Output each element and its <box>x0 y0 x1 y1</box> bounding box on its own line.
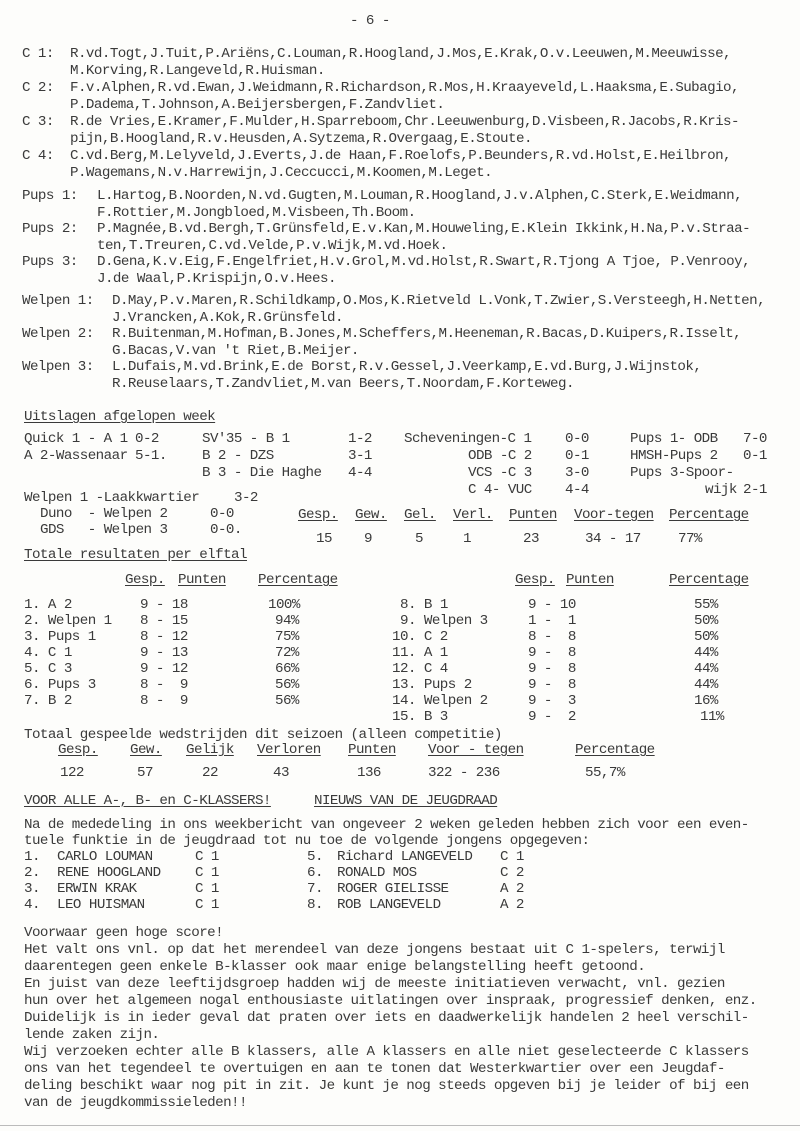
roster-line: P.Magnée,B.vd.Bergh,T.Grünsfeld,E.v.Kan,M.Houweling,E.Klein Ikkink,H.Na,P.v.Straa- <box>97 221 751 237</box>
match-result: Duno - Welpen 2 <box>40 506 168 522</box>
text: 75% <box>275 629 299 645</box>
text: ROGER GIELISSE <box>337 881 449 897</box>
candidate-item <box>24 881 40 897</box>
text: 18 <box>171 597 188 613</box>
cell-value: 23 <box>523 531 539 547</box>
text: 50% <box>694 629 718 645</box>
text-group <box>97 254 800 288</box>
standing-row <box>24 693 72 709</box>
text: 5. <box>24 661 40 677</box>
text: 9 <box>140 645 148 661</box>
col-header: Gesp. <box>298 507 338 523</box>
match-score: 2-1 <box>743 482 767 498</box>
cell-value: 1 <box>463 531 471 547</box>
text: 8. <box>400 597 416 613</box>
text-group: 9 - 8 <box>528 661 576 677</box>
match-score: 7-0 <box>743 431 767 447</box>
col-header: Punten <box>566 572 614 588</box>
text: Voorwaar geen hoge score! <box>24 925 224 941</box>
text: 13. <box>392 677 416 693</box>
text: 50% <box>694 613 718 629</box>
match-result <box>24 448 128 464</box>
text: 136 <box>357 765 381 781</box>
standing-row <box>392 629 448 645</box>
roster-line: R.de Vries,E.Kramer,F.Mulder,H.Sparreboom,Chr.Leeuwenburg,D.Visbeen,R.Jacobs,R.Kris- <box>70 114 739 130</box>
team-label: C 3: <box>22 114 54 130</box>
match-result: HMSH-Pups 2 <box>630 448 718 464</box>
text: A 1 <box>423 645 448 661</box>
text: C 2 <box>500 865 524 881</box>
col-header: Gesp. <box>515 572 555 588</box>
match-result <box>24 431 128 447</box>
team-label: Welpen 2: <box>22 326 94 342</box>
text-group <box>112 326 800 360</box>
text: 8 <box>567 677 576 693</box>
text: 8 <box>140 629 148 645</box>
standing-row <box>392 709 448 725</box>
text: 322 - 236 <box>428 765 500 781</box>
roster-line: D.May,P.v.Maren,R.Schildkamp,O.Mos,K.Rietveld L.Vonk,T.Zwier,S.Versteegh,H.Netten, <box>112 293 766 309</box>
match-result: B 3 - Die Haghe <box>202 465 322 481</box>
text-group: 9 - 8 <box>528 677 576 693</box>
text-group <box>97 221 800 255</box>
match-score: 1-2 <box>348 431 372 447</box>
text: 56% <box>275 677 299 693</box>
cell-value: 77% <box>678 531 702 547</box>
match-result: Welpen 1 -Laakkwartier <box>24 490 200 506</box>
text: 13 <box>171 645 188 661</box>
text: 5. <box>307 849 323 865</box>
season-totals-heading: Totaal gespeelde wedstrijden dit seizoen (alleen competitie) <box>24 727 502 743</box>
standings-heading: Totale resultaten per elftal <box>24 547 247 563</box>
text: Quick 1 - A 1 <box>24 431 128 447</box>
match-result: Scheveningen-C 1 <box>404 431 532 447</box>
match-result: B 2 - DZS <box>202 448 274 464</box>
match-result: ODB -C 2 <box>468 448 532 464</box>
text: 8 <box>567 661 576 677</box>
text: 3 <box>567 693 576 709</box>
text: 3. <box>24 629 40 645</box>
standing-row <box>24 677 96 693</box>
text: 44% <box>694 645 718 661</box>
text: A 2 <box>500 897 524 913</box>
col-header: Verl. <box>453 507 493 523</box>
text-group <box>70 114 800 148</box>
match-score: 0-0 <box>210 506 234 522</box>
standing-row <box>24 645 72 661</box>
match-result: C 4- VUC <box>468 482 532 498</box>
text: Het valt ons vnl. op dat het merendeel van deze jongens bestaat uit C 1-spelers, terwijl <box>24 942 725 958</box>
cell-value: 34 - 17 <box>585 531 641 547</box>
col-header: Voor-tegen <box>574 507 654 523</box>
text: 55% <box>694 597 718 613</box>
text-group <box>70 46 800 80</box>
text: 9 <box>528 709 536 725</box>
col-header: Punten <box>178 572 226 588</box>
text: 15. <box>392 709 416 725</box>
text: 8 <box>567 629 576 645</box>
text: C 3 <box>47 661 72 677</box>
text: 3. <box>24 881 40 897</box>
roster-line: R.Buitenman,M.Hofman,B.Jones,M.Scheffers,M.Heeneman,R.Bacas,D.Kuipers,R.Isselt, <box>112 326 742 342</box>
text: 8 <box>140 693 148 709</box>
text: Wij verzoeken echter alle B klassers, alle A klassers en alle niet geselecteerde C klassers <box>24 1044 749 1060</box>
team-label: C 4: <box>22 148 54 164</box>
text: 11. <box>392 645 416 661</box>
text: 2. <box>24 865 40 881</box>
text: C 2 <box>423 629 448 645</box>
text-group <box>112 293 800 327</box>
roster-line: R.Reuselaars,T.Zandvliet,M.van Beers,T.Noordam,F.Korteweg. <box>112 376 574 392</box>
text: 4. <box>24 897 40 913</box>
text: 1 <box>528 613 536 629</box>
match-score: 3-0 <box>565 465 589 481</box>
text: 2 <box>567 709 576 725</box>
text: tuele funktie in de jeugdraad tot nu toe de volgende jongens opgegeven: <box>24 833 590 849</box>
roster-line: F.v.Alphen,R.vd.Ewan,J.Weidmann,R.Richardson,R.Mos,H.Kraayeveld,L.Haaksma,E.Subagio, <box>70 80 739 96</box>
text: 6. <box>24 677 40 693</box>
text: 55,7% <box>585 765 625 781</box>
text: B 1 <box>423 597 448 613</box>
text: 9. <box>400 613 416 629</box>
text-group: 1 - 1 <box>528 613 576 629</box>
text: 1. <box>24 597 40 613</box>
text: 44% <box>694 677 718 693</box>
text: 8 <box>567 645 576 661</box>
text: C 1 <box>195 865 219 881</box>
candidate-item <box>307 881 323 897</box>
text: 1 <box>567 613 576 629</box>
text: 9 <box>179 677 188 693</box>
candidate-item <box>307 897 323 913</box>
text: Duidelijk is in ieder geval dat praten over iets en daadwerkelijk handelen 2 heel verschil- <box>24 1010 749 1026</box>
text: 8 <box>140 613 148 629</box>
col-header: Percentage <box>258 572 338 588</box>
text: 4. <box>24 645 40 661</box>
candidate-item <box>24 897 40 913</box>
text: Na de mededeling in ons weekbericht van ongeveer 2 weken geleden hebben zich voor een even- <box>24 817 749 833</box>
text-group: 8 - 9 <box>140 677 188 693</box>
team-label: Welpen 3: <box>22 359 94 375</box>
text: C 4 <box>423 661 448 677</box>
text-group: 9 - 12 <box>140 661 188 677</box>
text: 44% <box>694 661 718 677</box>
text: 57 <box>137 765 153 781</box>
standing-row <box>400 597 448 613</box>
candidate-item <box>24 865 40 881</box>
text: 10. <box>392 629 416 645</box>
standing-row <box>392 693 488 709</box>
text: A 2 <box>47 597 72 613</box>
text: 9 <box>179 693 188 709</box>
text: Voor - tegen <box>428 742 524 758</box>
text: Pups 2 <box>423 677 472 693</box>
match-score: 0-0 <box>565 431 589 447</box>
text-group: 9 - 13 <box>140 645 188 661</box>
standing-row <box>24 629 96 645</box>
text-group <box>112 359 800 393</box>
text-group: 9 - 18 <box>140 597 188 613</box>
text: 9 <box>140 597 148 613</box>
match-result: Pups 1- ODB <box>630 431 718 447</box>
match-result: Pups 3-Spoor- <box>630 465 734 481</box>
standing-row <box>392 677 472 693</box>
text: 100% <box>268 597 300 613</box>
text: B 2 <box>47 693 72 709</box>
text: B 3 <box>423 709 448 725</box>
match-score: 5-1. <box>135 448 167 464</box>
col-header: Gesp. <box>125 572 165 588</box>
roster-line: F.Rottier,M.Jongbloed,M.Visbeen,Th.Boom. <box>97 205 416 221</box>
text: 1. <box>24 849 40 865</box>
text: deling beschikt waar nog pit in zit. Je kunt je nog steeds opgeven bij je leider of bij een <box>24 1078 749 1094</box>
text: RENE HOOGLAND <box>57 865 161 881</box>
team-label: Welpen 1: <box>22 293 94 309</box>
text-group: 9 - 3 <box>528 693 576 709</box>
standing-row <box>400 613 488 629</box>
text: 15 <box>171 613 188 629</box>
text: C 1 <box>47 645 72 661</box>
cell-value: 5 <box>415 531 423 547</box>
text: C 1 <box>500 849 524 865</box>
team-label: Pups 3: <box>22 254 78 270</box>
roster-line: L.Hartog,B.Noorden,N.vd.Gugten,M.Louman,R.Hoogland,J.v.Alphen,C.Sterk,E.Weidmann, <box>97 188 743 204</box>
text: A 2 <box>500 881 524 897</box>
text: 12 <box>171 629 188 645</box>
text: 9 <box>528 693 536 709</box>
text: 9 <box>140 661 148 677</box>
text-group <box>97 188 800 222</box>
text: CARLO LOUMAN <box>57 849 153 865</box>
text: 94% <box>275 613 299 629</box>
text: 12. <box>392 661 416 677</box>
match-result: VCS -C 3 <box>468 465 532 481</box>
text: 6. <box>307 865 323 881</box>
match-result: wijk <box>705 482 737 498</box>
roster-line: pijn,B.Hoogland,R.v.Heusden,A.Sytzema,R.Overgaag,E.Stoute. <box>70 131 532 147</box>
match-score: 3-2 <box>234 490 258 506</box>
text-group: 8 - 8 <box>528 629 576 645</box>
text: C 1 <box>195 897 219 913</box>
text: 8. <box>307 897 323 913</box>
text: 14. <box>392 693 416 709</box>
text: Pups 3 <box>47 677 96 693</box>
text: Percentage <box>575 742 655 758</box>
text: Verloren <box>257 742 321 758</box>
cell-value: 15 <box>316 531 332 547</box>
text: ERWIN KRAK <box>57 881 137 897</box>
text: 11% <box>700 709 724 725</box>
roster-line: J.de Waal,P.Krispijn,O.v.Hees. <box>97 271 336 287</box>
match-score: 3-1 <box>348 448 372 464</box>
text: Welpen 1 <box>47 613 112 629</box>
text: LEO HUISMAN <box>57 897 145 913</box>
text: lende zaken zijn. <box>24 1027 160 1043</box>
text: 8 <box>528 629 536 645</box>
text: 43 <box>273 765 289 781</box>
team-label: Pups 1: <box>22 188 78 204</box>
text: 7. <box>24 693 40 709</box>
match-score: 0-1 <box>565 448 589 464</box>
text: Gesp. <box>58 742 98 758</box>
text-group: 8 - 15 <box>140 613 188 629</box>
roster-line: L.Dufais,M.vd.Brink,E.de Borst,R.v.Gessel,J.Veerkamp,E.vd.Burg,J.Wijnstok, <box>112 359 702 375</box>
team-label: C 2: <box>22 80 54 96</box>
match-score: 0-2 <box>135 431 159 447</box>
text: Richard LANGEVELD <box>337 849 473 865</box>
text: Welpen 2 <box>423 693 488 709</box>
text: RONALD MOS <box>337 865 417 881</box>
text: hun over het algemeen nogal enthousiaste uitlatingen over inspraak, progressief denken, enz. <box>24 993 757 1009</box>
news-heading-right: NIEUWS VAN DE JEUGDRAAD <box>314 793 498 809</box>
col-header: Gew. <box>355 507 387 523</box>
text-group: 9 - 8 <box>528 645 576 661</box>
text: Gew. <box>130 742 162 758</box>
text: ons van het tegendeel te overtuigen en aan te tonen dat Westerkwartier over een Jeugdaf- <box>24 1061 725 1077</box>
text: A 2-Wassenaar <box>24 448 128 464</box>
roster-line: D.Gena,K.v.Eig,F.Engelfriet,H.v.Grol,M.vd.Holst,R.Swart,R.Tjong A Tjoe, P.Venrooy, <box>97 254 751 270</box>
text-group: 9 - 10 <box>528 597 576 613</box>
text: C 1 <box>195 849 219 865</box>
roster-line: P.Wagemans,N.v.Harrewijn,J.Ceccucci,M.Koomen,M.Leget. <box>70 165 493 181</box>
text: van de jeugdkommissieleden!! <box>24 1095 247 1111</box>
text-group: 9 - 2 <box>528 709 576 725</box>
team-label: C 1: <box>22 46 54 62</box>
text: Pups 1 <box>47 629 96 645</box>
text: 9 <box>528 645 536 661</box>
text: 9 <box>528 597 536 613</box>
standing-row <box>24 613 112 629</box>
match-score: 4-4 <box>565 482 589 498</box>
team-label: Pups 2: <box>22 221 78 237</box>
candidate-item <box>24 849 40 865</box>
text: En juist van deze leeftijdsgroep hadden wij de meeste initiatieven verwacht, vnl. gezien <box>24 976 725 992</box>
text: 22 <box>202 765 218 781</box>
text: 10 <box>559 597 576 613</box>
text: 7. <box>307 881 323 897</box>
text-group: 8 - 12 <box>140 629 188 645</box>
cell-value: 9 <box>364 531 372 547</box>
col-header: Gel. <box>404 507 436 523</box>
text: 66% <box>275 661 299 677</box>
text: Punten <box>348 742 396 758</box>
standing-row <box>24 661 72 677</box>
news-heading-left: VOOR ALLE A-, B- en C-KLASSERS! <box>24 793 271 809</box>
text: 12 <box>171 661 188 677</box>
col-header: Punten <box>509 507 557 523</box>
text: daarentegen geen enkele B-klasser ook maar enige belangstelling heeft getoond. <box>24 959 646 975</box>
text: ROB LANGEVELD <box>337 897 441 913</box>
col-header: Percentage <box>669 507 749 523</box>
roster-line: C.vd.Berg,M.Lelyveld,J.Everts,J.de Haan,F.Roelofs,P.Beunders,R.vd.Holst,E.Heilbron, <box>70 148 732 164</box>
text: C 1 <box>195 881 219 897</box>
text: 9 <box>528 661 536 677</box>
text: Welpen 3 <box>423 613 488 629</box>
roster-line: J.Vrancken,A.Kok,R.Grünsfeld. <box>112 310 343 326</box>
standing-row <box>392 661 448 677</box>
roster-line: G.Bacas,V.van 't Riet,B.Meijer. <box>112 343 359 359</box>
text: 2. <box>24 613 40 629</box>
text-group <box>70 148 800 182</box>
text: 8 <box>140 677 148 693</box>
standing-row <box>24 597 72 613</box>
match-result: SV'35 - B 1 <box>202 431 290 447</box>
roster-line: P.Dadema,T.Johnson,A.Beijersbergen,F.Zandvliet. <box>70 97 445 113</box>
candidate-item <box>307 865 323 881</box>
candidate-item <box>307 849 323 865</box>
text: 56% <box>275 693 299 709</box>
text: Gelijk <box>186 742 234 758</box>
text: 16% <box>694 693 718 709</box>
col-header: Percentage <box>669 572 749 588</box>
roster-line: M.Korving,R.Langeveld,R.Huisman. <box>70 63 325 79</box>
text: 72% <box>275 645 299 661</box>
roster-line: R.vd.Togt,J.Tuit,P.Ariëns,C.Louman,R.Hoogland,J.Mos,E.Krak,O.v.Leeuwen,M.Meeuwisse, <box>70 46 732 62</box>
text-group: 8 - 9 <box>140 693 188 709</box>
text: 9 <box>528 677 536 693</box>
page-number: - 6 - <box>350 13 390 29</box>
results-heading: Uitslagen afgelopen week <box>24 409 216 425</box>
match-score: 0-1 <box>743 448 767 464</box>
match-result: GDS - Welpen 3 <box>40 522 168 538</box>
text: 122 <box>60 765 84 781</box>
text-group <box>70 80 800 114</box>
match-score: 0-0. <box>210 522 242 538</box>
page-bottom-edge <box>0 1125 800 1126</box>
roster-line: ten,T.Treuren,C.vd.Velde,P.v.Wijk,M.vd.Hoek. <box>97 238 448 254</box>
standing-row <box>392 645 448 661</box>
match-score: 4-4 <box>348 465 372 481</box>
